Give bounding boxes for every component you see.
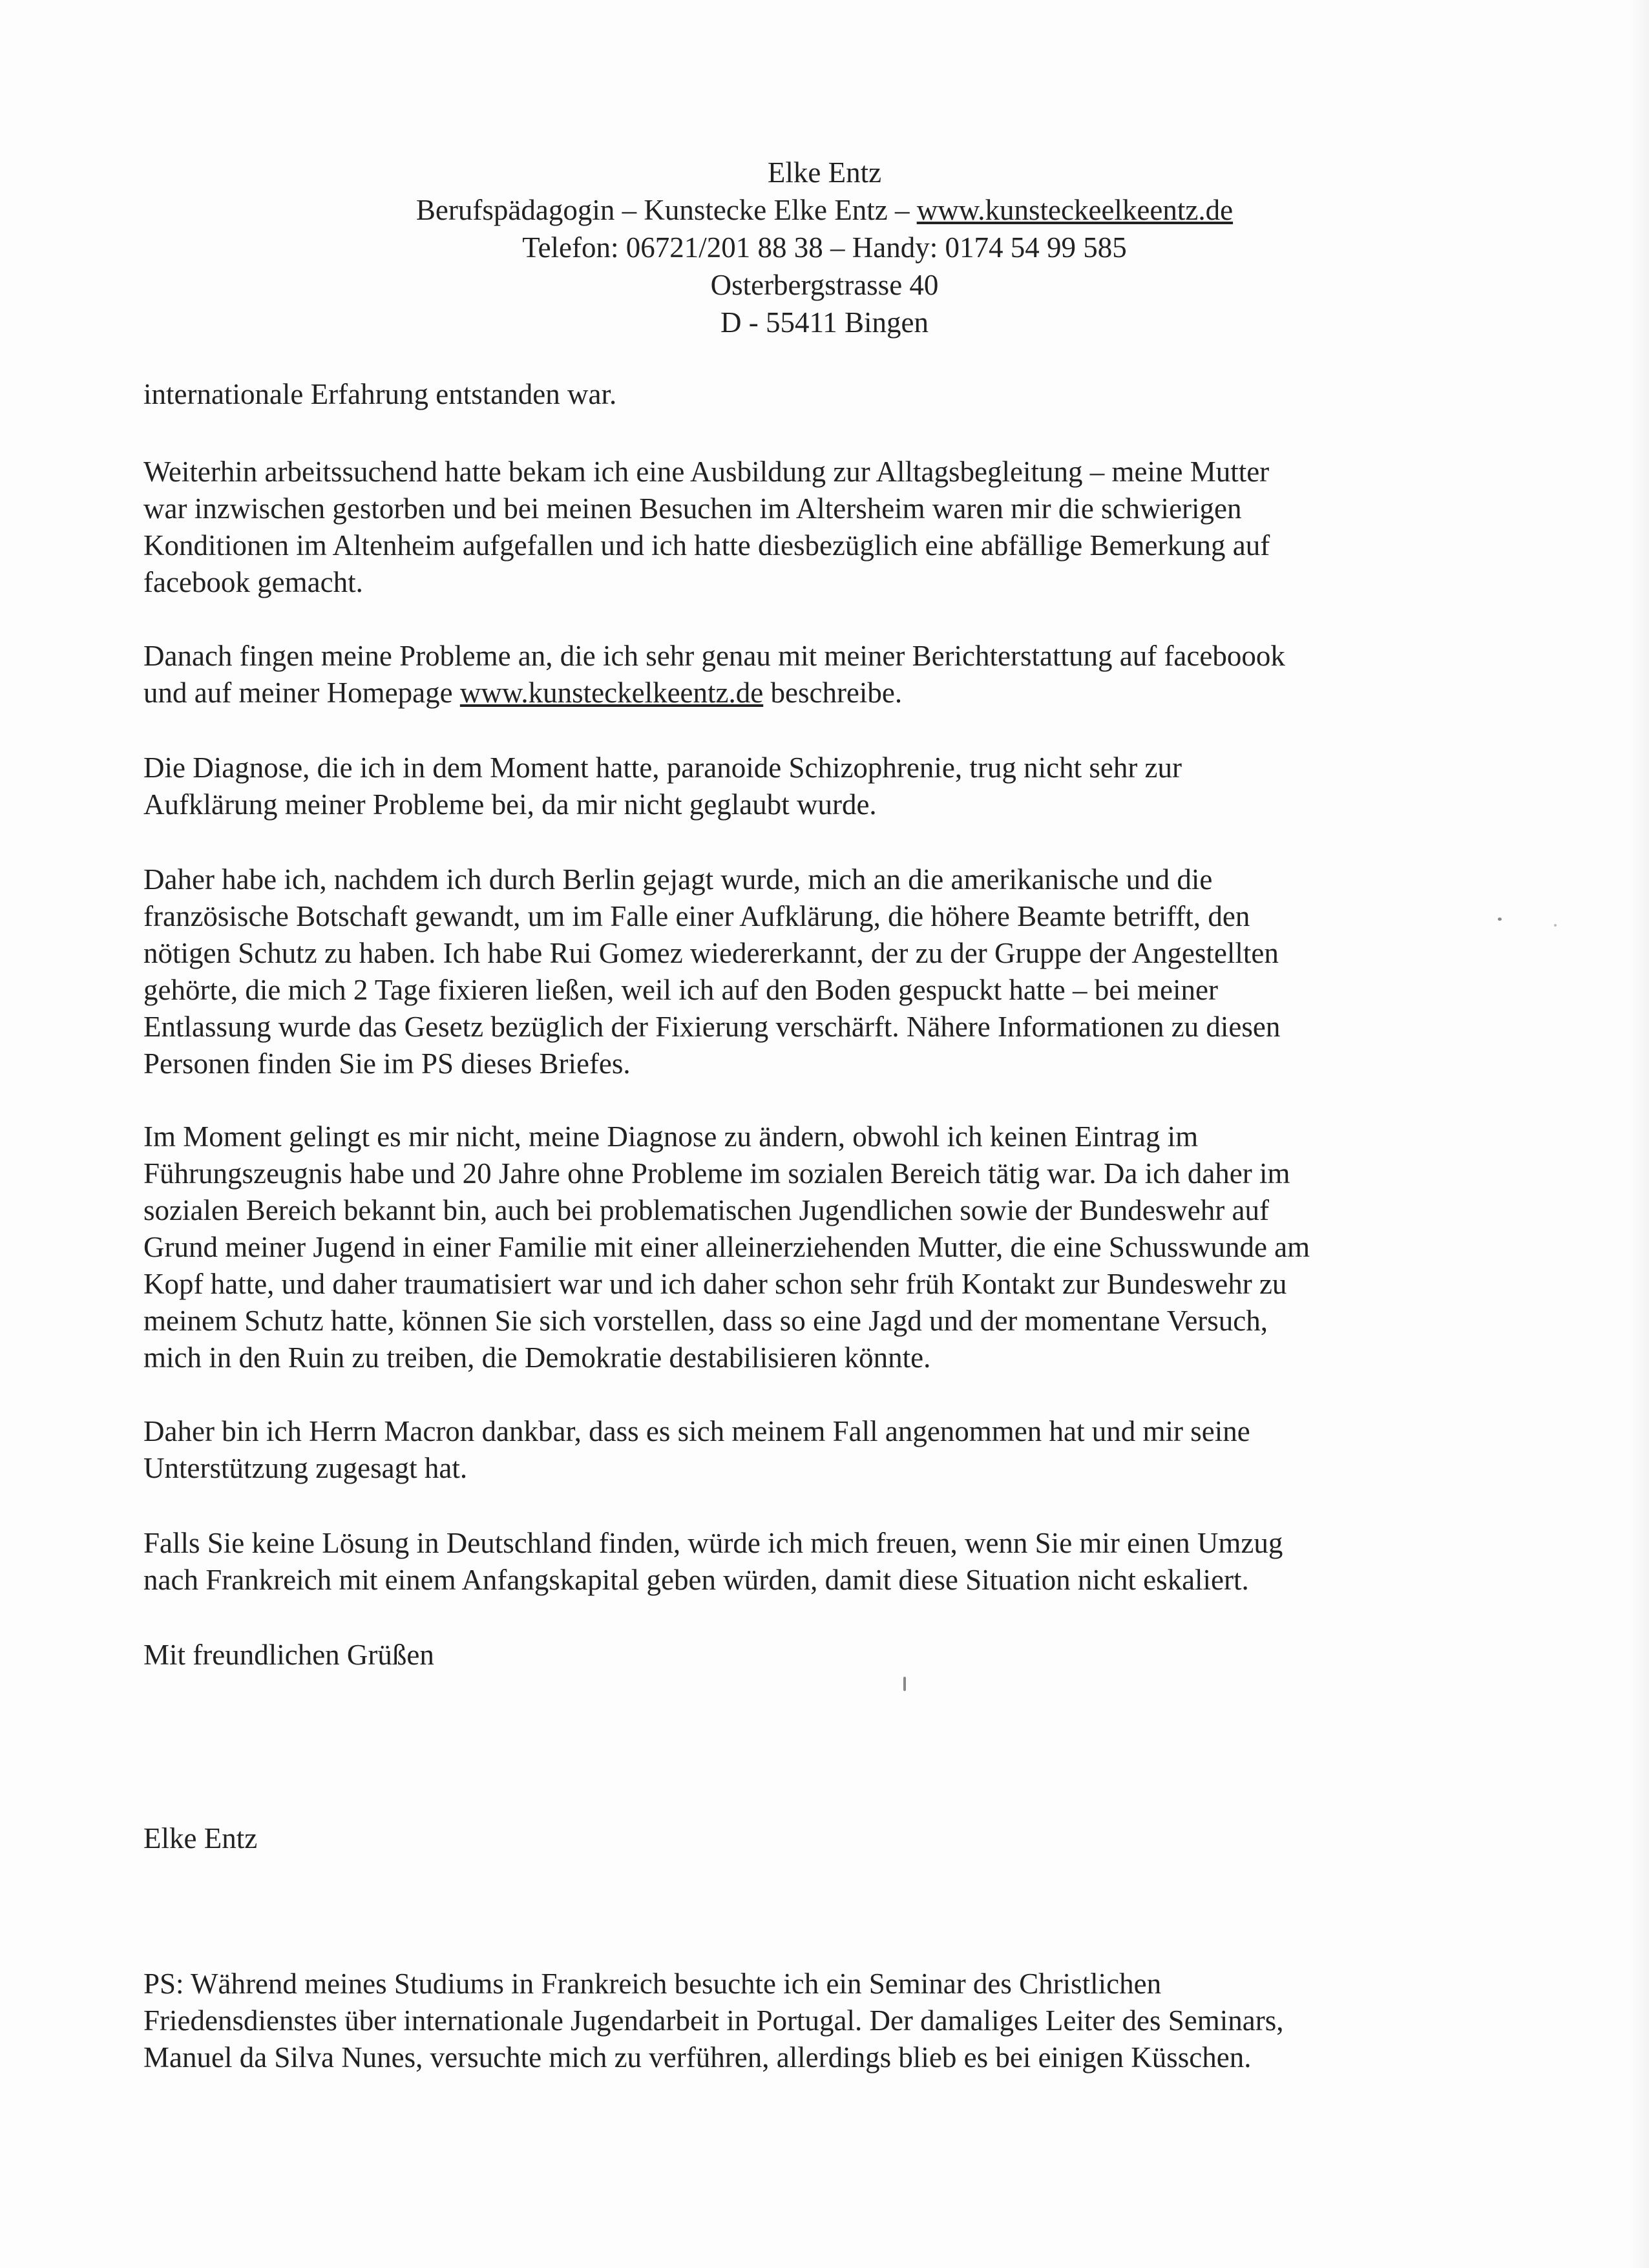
text-line: war inzwischen gestorben und bei meinen Besuchen im Altersheim waren mir die schwierigen: [143, 492, 1242, 525]
text-line: Falls Sie keine Lösung in Deutschland finden, würde ich mich freuen, wenn Sie mir einen Umzug: [143, 1527, 1283, 1559]
text-line: Führungszeugnis habe und 20 Jahre ohne Probleme im sozialen Bereich tätig war. Da ich daher im: [143, 1157, 1290, 1190]
website-link[interactable]: www.kunsteckeelkeentz.de: [916, 194, 1234, 226]
text-line: französische Botschaft gewandt, um im Falle einer Aufklärung, die höhere Beamte betrifft, den: [143, 900, 1250, 932]
text-line: Aufklärung meiner Probleme bei, da mir nicht geglaubt wurde.: [143, 788, 877, 821]
text-line: Grund meiner Jugend in einer Familie mit einer alleinerziehenden Mutter, die eine Schusswunde am: [143, 1231, 1310, 1263]
text-line: Im Moment gelingt es mir nicht, meine Diagnose zu ändern, obwohl ich keinen Eintrag im: [143, 1120, 1199, 1153]
scan-speck: [1498, 918, 1502, 921]
street-line: Osterbergstrasse 40: [710, 269, 939, 301]
text-line: facebook gemacht.: [143, 566, 363, 598]
text-line: PS: Während meines Studiums in Frankreich besuchte ich ein Seminar des Christlichen: [143, 1968, 1162, 2000]
text-line: Unterstützung zugesagt hat.: [143, 1452, 468, 1484]
profession-text: Berufspädagogin – Kunstecke Elke Entz –: [415, 194, 917, 226]
text-line: Weiterhin arbeitssuchend hatte bekam ich eine Ausbildung zur Alltagsbegleitung – meine Mutter: [143, 456, 1270, 488]
paragraph-problems: [143, 638, 1513, 711]
text-line: Elke Entz: [143, 1822, 258, 1854]
text-line: gehörte, die mich 2 Tage fixieren ließen, weil ich auf den Boden gespuckt hatte – bei meiner: [143, 974, 1218, 1006]
text-line: internationale Erfahrung entstanden war.: [143, 378, 617, 410]
text-line: [143, 675, 1513, 711]
city-line: D - 55411 Bingen: [720, 306, 929, 339]
text-line: Personen finden Sie im PS dieses Briefes.: [143, 1047, 631, 1080]
postscript: [143, 1966, 1513, 2076]
text-line: Daher bin ich Herrn Macron dankbar, dass es sich meinem Fall angenommen hat und mir seine: [143, 1415, 1250, 1447]
paragraph-training: [143, 454, 1513, 601]
text-line: Manuel da Silva Nunes, versuchte mich zu verführen, allerdings blieb es bei einigen Küsschen.: [143, 2041, 1252, 2074]
closing-phrase: [143, 1637, 1513, 1674]
homepage-link[interactable]: www.kunsteckelkeentz.de: [459, 677, 764, 709]
phone-line: Telefon: 06721/201 88 38 – Handy: 0174 54 99 585: [522, 231, 1127, 264]
text-line: nötigen Schutz zu haben. Ich habe Rui Gomez wiedererkannt, der zu der Gruppe der Angestellten: [143, 937, 1279, 969]
paragraph-intro-fragment: [143, 376, 1513, 413]
text-line: Konditionen im Altenheim aufgefallen und ich hatte diesbezüglich eine abfällige Bemerkung auf: [143, 529, 1270, 562]
text-line: Die Diagnose, die ich in dem Moment hatte, paranoide Schizophrenie, trug nicht sehr zur: [143, 751, 1182, 784]
letterhead: [0, 154, 1649, 341]
text-line: meinem Schutz hatte, können Sie sich vorstellen, dass so eine Jagd und der momentane Versuch,: [143, 1305, 1268, 1337]
scan-speck: [1554, 924, 1557, 927]
text-line: Entlassung wurde das Gesetz bezüglich der Fixierung verschärft. Nähere Informationen zu diesen: [143, 1011, 1281, 1043]
scan-speck: [903, 1677, 906, 1691]
text-line: Friedensdienstes über internationale Jugendarbeit in Portugal. Der damaliges Leiter des Seminars,: [143, 2004, 1284, 2037]
sender-name: Elke Entz: [767, 156, 882, 189]
paragraph-macron: [143, 1413, 1513, 1487]
paragraph-diagnosis: [143, 750, 1513, 823]
text-line: sozialen Bereich bekannt bin, auch bei problematischen Jugendlichen sowie der Bundeswehr auf: [143, 1194, 1269, 1226]
text-line: Mit freundlichen Grüßen: [143, 1639, 434, 1671]
text-line: Danach fingen meine Probleme an, die ich sehr genau mit meiner Berichterstattung auf faceboook: [143, 640, 1285, 672]
text-segment: und auf meiner Homepage: [143, 677, 460, 709]
signature-name: [143, 1820, 1513, 1857]
text-segment: beschreibe.: [763, 677, 903, 709]
text-line: Kopf hatte, und daher traumatisiert war und ich daher schon sehr früh Kontakt zur Bundeswehr zu: [143, 1268, 1287, 1300]
paragraph-embassy: [143, 861, 1513, 1082]
text-line: Daher habe ich, nachdem ich durch Berlin gejagt wurde, mich an die amerikanische und die: [143, 863, 1213, 896]
paragraph-diagnosis-change: [143, 1118, 1513, 1376]
paragraph-request: [143, 1525, 1513, 1599]
sender-profession-line: [0, 191, 1649, 229]
text-line: mich in den Ruin zu treiben, die Demokratie destabilisieren könnte.: [143, 1341, 931, 1374]
text-line: nach Frankreich mit einem Anfangskapital geben würden, damit diese Situation nicht eskaliert.: [143, 1564, 1249, 1596]
